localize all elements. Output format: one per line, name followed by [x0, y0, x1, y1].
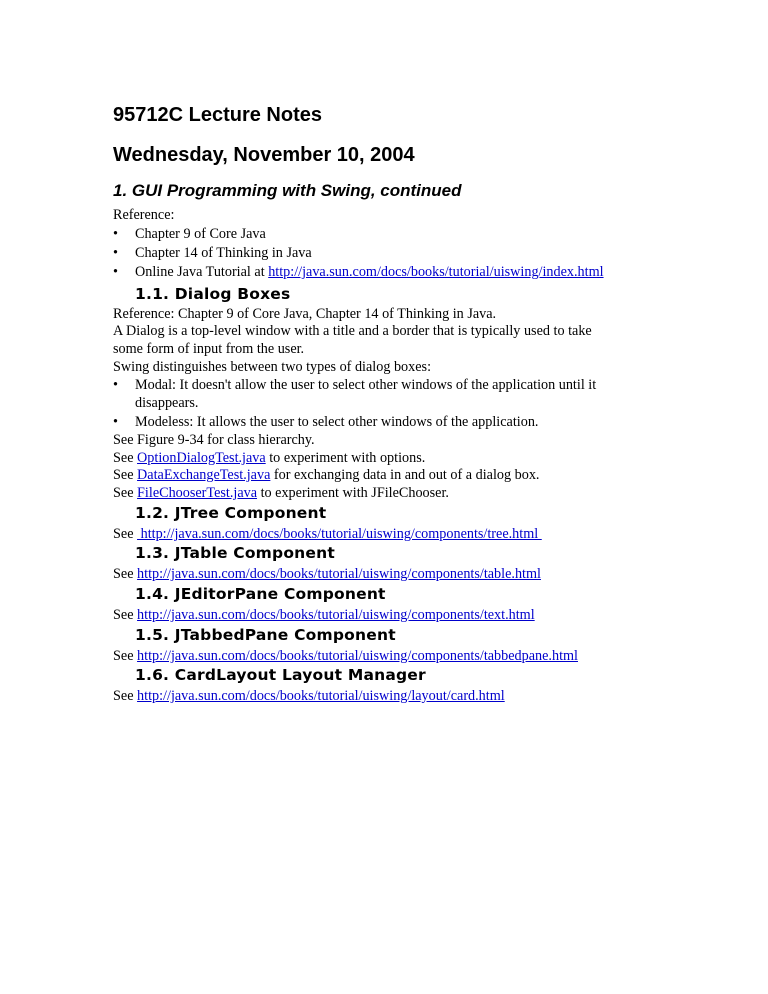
list-item-continuation: disappears. — [135, 395, 199, 411]
list-item-text: Modal: It doesn't allow the user to select other windows of the application until it — [135, 377, 597, 393]
section-1-6-heading: 1.6. CardLayout Layout Manager — [135, 666, 426, 684]
see-line: See FileChooserTest.java to experiment with JFileChooser. — [113, 485, 449, 501]
section-1-5-heading: 1.5. JTabbedPane Component — [135, 626, 396, 644]
section-1-4-heading: 1.4. JEditorPane Component — [135, 585, 386, 603]
cardlayout-tutorial-link[interactable]: http://java.sun.com/docs/books/tutorial/uiswing/layout/card.html — [137, 688, 505, 704]
list-item-text: Modeless: It allows the user to select other windows of the application. — [135, 414, 539, 430]
data-exchange-test-link[interactable]: DataExchangeTest.java — [137, 467, 271, 483]
java-tutorial-link[interactable]: http://java.sun.com/docs/books/tutorial/uiswing/index.html — [268, 264, 604, 280]
jtabbedpane-tutorial-link[interactable]: http://java.sun.com/docs/books/tutorial/uiswing/components/tabbedpane.html — [137, 648, 578, 664]
jeditorpane-tutorial-link[interactable]: http://java.sun.com/docs/books/tutorial/uiswing/components/text.html — [137, 607, 535, 623]
bullet-icon: • — [113, 414, 118, 430]
jtable-tutorial-link[interactable]: http://java.sun.com/docs/books/tutorial/uiswing/components/table.html — [137, 566, 541, 582]
dialog-description-line-1: A Dialog is a top-level window with a title and a border that is typically used to take — [113, 323, 592, 339]
option-dialog-test-link[interactable]: OptionDialogTest.java — [137, 450, 266, 466]
reference-label: Reference: — [113, 207, 175, 223]
see-line: See http://java.sun.com/docs/books/tutorial/uiswing/components/text.html — [113, 607, 535, 623]
see-line: See http://java.sun.com/docs/books/tutorial/uiswing/components/table.html — [113, 566, 541, 582]
section-1-1-heading: 1.1. Dialog Boxes — [135, 285, 291, 303]
bullet-icon: • — [113, 226, 118, 242]
document-title: 95712C Lecture Notes — [113, 104, 322, 126]
section-1-2-heading: 1.2. JTree Component — [135, 504, 327, 522]
bullet-icon: • — [113, 264, 118, 280]
bullet-icon: • — [113, 377, 118, 393]
file-chooser-test-link[interactable]: FileChooserTest.java — [137, 485, 258, 501]
section-1-3-heading: 1.3. JTable Component — [135, 544, 335, 562]
list-item-text: Chapter 14 of Thinking in Java — [135, 245, 312, 261]
see-line: See DataExchangeTest.java for exchanging data in and out of a dialog box. — [113, 467, 540, 483]
dialog-types-intro: Swing distinguishes between two types of dialog boxes: — [113, 359, 432, 375]
see-line: See http://java.sun.com/docs/books/tutorial/uiswing/layout/card.html — [113, 688, 505, 704]
see-line: See OptionDialogTest.java to experiment with options. — [113, 450, 426, 466]
see-line: See http://java.sun.com/docs/books/tutorial/uiswing/components/tree.html — [113, 526, 542, 542]
dialog-description-line-2: some form of input from the user. — [113, 341, 305, 357]
see-line: See http://java.sun.com/docs/books/tutorial/uiswing/components/tabbedpane.html — [113, 648, 578, 664]
dialog-reference: Reference: Chapter 9 of Core Java, Chapter 14 of Thinking in Java. — [113, 306, 497, 322]
section-1-heading: 1. GUI Programming with Swing, continued — [113, 181, 462, 200]
jtree-tutorial-link[interactable]: http://java.sun.com/docs/books/tutorial/uiswing/components/tree.html — [137, 526, 542, 542]
list-item-text: Chapter 9 of Core Java — [135, 226, 266, 242]
document-date: Wednesday, November 10, 2004 — [113, 144, 415, 166]
list-item-text: Online Java Tutorial at — [135, 264, 269, 280]
figure-reference: See Figure 9-34 for class hierarchy. — [113, 432, 315, 448]
bullet-icon: • — [113, 245, 118, 261]
